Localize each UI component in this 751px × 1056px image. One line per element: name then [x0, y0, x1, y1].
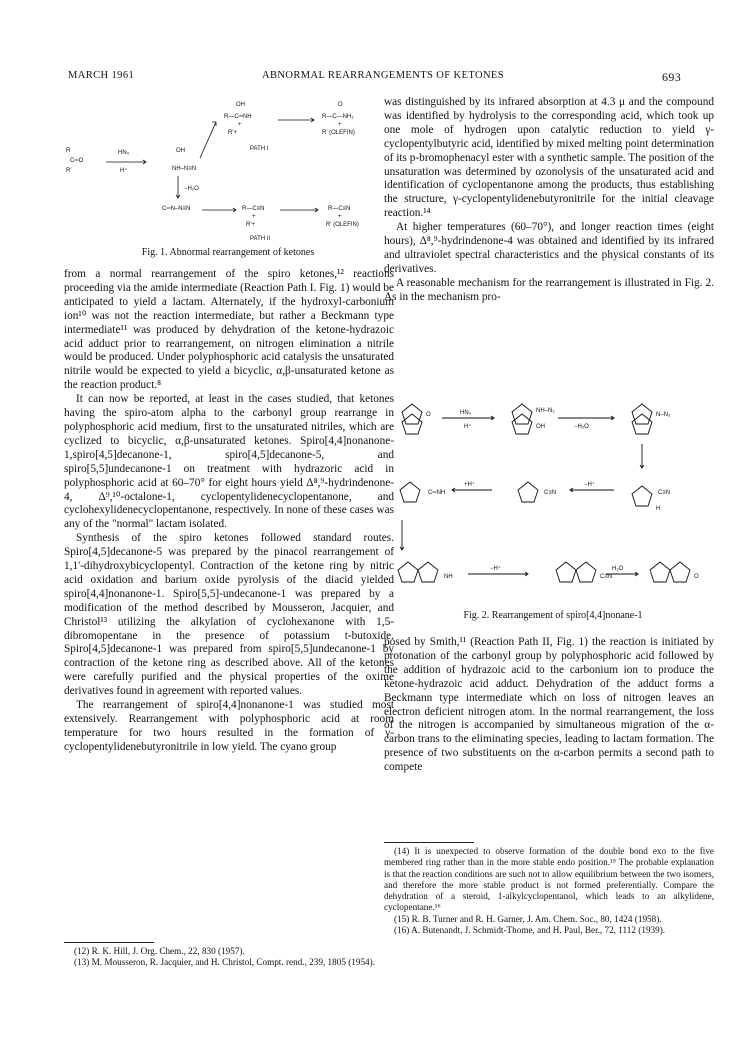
fig2-o2: O [694, 574, 699, 580]
fig2-h2o: H₂O [612, 566, 624, 572]
fig1-nitrile1: R—C≡N [242, 206, 265, 212]
fig1-plus1: + [238, 122, 242, 128]
fig1-beckmann: C═N–N≡N [162, 206, 191, 212]
paragraph: A reasonable mechanism for the rearrangement is illustrated in Fig. 2. As in the mechanism pro- [384, 276, 714, 303]
fig2-oh: OH [536, 424, 545, 430]
fig2-minus-h2: −H⁺ [490, 566, 502, 572]
fig1-amide: R—C—NH₂ [322, 114, 354, 120]
fig1-plus4: + [338, 214, 342, 220]
fig1-plus2: + [338, 122, 342, 128]
left-footnotes [64, 946, 394, 969]
right-column-bottom [384, 636, 714, 775]
paragraph: At higher temperatures (60–70°), and longer reaction times (eight hours), Δ⁸,⁹-hydrindenone-4 was obtained and identified by its infrared and ultraviolet spectral characteristics and the physical constants of its derivatives. [384, 221, 714, 275]
fig2-cn1: C≡N [600, 574, 613, 580]
paragraph: from a normal rearrangement of the spiro ketones,¹² reactions proceeding via the amide intermediate (Reaction Path I. Fig. 1) would be anticipated to yield a lactam. Alternately, if the hydroxyl-carbonium ion¹⁰ was not the reaction intermediate, but rather a Beckmann type intermediate¹¹ was produced by dehydration of the ketone-hydrazoic acid adduct prior to rearrangement, on nitrogen elimination a nitrile would be produced. Under polyphosphoric acid catalysis the unsaturated nitrile would be expected to yield a bicyclic, α,β-unsaturated ketone as the reaction product.⁸ [64, 268, 394, 392]
right-column-top [384, 96, 714, 305]
fig1-r-plus1: R'+ [228, 130, 237, 136]
fig1-adduct-oh: OH [176, 148, 185, 154]
paragraph: It can now be reported, at least in the cases studied, that ketones having the spiro-atom alpha to the carbonyl group rearrange in polyphosphoric acid medium, first to the unsaturated nitriles, which are cyclized to bicyclic, α,β-unsaturated ketones. Spiro[4,4]nonanone-1,spiro[4,5]decanone-1, spiro[4,5]decanone-5, and spiro[5,5]undecanone-1 on treatment with hydrazoric acid in polyphosphoric acid at 60–70° for eight hours yield Δ⁸,⁹-hydrindenone-4, Δ⁹,¹⁰-octalone-1, cyclopentylidenecyclopentanone, and cyclohexylidenecyclopentanone, respectively. In none of these cases was any of the "normal" lactam isolated. [64, 393, 394, 531]
footnote: (12) R. K. Hill, J. Org. Chem., 22, 830 (1957). [74, 946, 245, 956]
fig1-plus3: + [252, 214, 256, 220]
fig2-cn2: C≡N [544, 490, 557, 496]
fig1-r-left: R [66, 148, 71, 154]
fig1-nitrile2: R—C≡N [328, 206, 351, 212]
figure-2-caption: Fig. 2. Rearrangement of spiro[4,4]nonane-1 [463, 610, 643, 621]
fig1-path1: PATH I [250, 146, 269, 152]
fig1-olefin1: R' (OLEFIN) [322, 130, 355, 136]
fig1-ketone: C═O [70, 158, 84, 164]
fig1-hn3: HN₃ [118, 150, 130, 156]
header-title: ABNORMAL REARRANGEMENTS OF KETONES [262, 70, 504, 81]
footnote: (15) R. B. Turner and R. H. Garner, J. Am. Chem. Soc., 80, 1424 (1958). [394, 913, 662, 924]
left-column [64, 268, 394, 755]
footnote-rule [384, 842, 474, 843]
fig1-o-top: O [338, 102, 343, 108]
fig1-path2: PATH II [250, 236, 271, 242]
paragraph: Synthesis of the spiro ketones followed standard routes. Spiro[4,5]decanone-5 was prepared by the pinacol rearrangement of 1,1'-dihydroxybicyclopentyl. Contraction of the ketone ring by nitric acid oxidation and barium oxide pyrolysis of the diacid yielded spiro[4,4]nonanone-1. Spiro[5,5]-undecanone-1 was prepared by a modification of the method described by Mousseron, Jacquier, and Christol¹³ utilizing the alkylation of cyclohexanone with 1,5-dibromopentane in the presence of potassium t-butoxide. Spiro[4,5]decanone-1 was prepared from spiro[5,5]undecanone-1 by contraction of the ketone ring as described above. All of the ketones were carefully purified and the physical properties of the oxime derivatives found in agreement with reported values. [64, 532, 394, 698]
fig2-cnh: C═NH [428, 490, 446, 496]
figure-2 [388, 394, 714, 606]
paragraph: The rearrangement of spiro[4,4]nonanone-1 was studied most extensively. Rearrangement with polyphosphoric acid at room temperature for two hours resulted in the formation of γ-cyclopentylidenebutyronitrile in low yield. The cyano group [64, 699, 394, 753]
fig2-hplus: H⁺ [464, 424, 472, 430]
fig2-nh-a: NH [444, 574, 453, 580]
fig1-adduct-nh: NH–N≡N [172, 166, 197, 172]
fig2-n-n2: N–N₂ [656, 412, 671, 418]
fig2-cn3: C≡N [658, 490, 671, 496]
fig1-olefin2: R' (OLEFIN) [326, 222, 359, 228]
fig1-minus-h2o: −H₂O [184, 186, 199, 192]
footnote: (13) M. Mousseron, R. Jacquier, and H. Christol, Compt. rend., 239, 1805 (1954). [74, 957, 376, 968]
fig2-minus-h2o: −H₂O [574, 424, 589, 430]
fig2-o: O [426, 412, 431, 418]
footnote-rule [64, 942, 154, 943]
fig2-hn3: HN₃ [460, 410, 472, 416]
fig2-plus-h: +H⁺ [464, 482, 476, 488]
footnote: (14) It is unexpected to observe formation of the double bond exo to the five membered ring rather than in the more stable endo position.¹⁵ The probable explanation is that the reaction conditions are such not to allow equilibrium between the two isomers, and therefore the more stable product is not formed preferentially. Compare the dehydration of a steroid, 1-alkylcyclopentanol, which leads to an alkylidene, cyclopentane.¹⁶ [384, 846, 714, 913]
paragraph: posed by Smith,¹¹ (Reaction Path II, Fig. 1) the reaction is initiated by protonation of the carbonyl group by polyphosphoric acid followed by the addition of hydrazoic acid to the carbonium ion to produce the ketone-hydrazoic acid adduct. Dehydration of the adduct forms a Beckmann type intermediate which on loss of nitrogen leaves an electron deficient nitrogen atom. In the normal rearrangement, the loss of the nitrogen is accompanied by simultaneous migration of the α-carbon trans to the eliminating species, leading to lactam formation. The presence of two substituents on the α-carbon permits a second path to compete [384, 636, 714, 774]
right-footnotes [384, 846, 714, 936]
header-date: MARCH 1961 [68, 70, 135, 81]
figure-1-caption: Fig. 1. Abnormal rearrangement of ketones [141, 247, 315, 258]
page-number: 693 [662, 70, 682, 84]
paragraph: was distinguished by its infrared absorption at 4.3 μ and the compound was identified by hydrolysis to the corresponding acid, which took up one mole of hydrogen upon catalytic reduction to yield γ-cyclopentylbutyric acid, identified by mixed melting point determination of its p-bromophenacyl ester with a synthetic sample. The position of the unsaturation was determined by ozonolysis of the unsaturated acid and identification of cyclopentanone among the products, thus establishing the structure, γ-cyclopentylidenebutyronitrile for the initial cleavage reaction.¹⁴ [384, 96, 714, 220]
footnote: (16) A. Butenandt, J. Schmidt-Thome, and H. Paul, Ber., 72, 1112 (1939). [394, 925, 666, 936]
figure-1 [66, 98, 386, 243]
fig1-hplus: H⁺ [120, 168, 128, 174]
fig2-nh-n2: NH–N₂ [536, 408, 555, 414]
fig2-minus-h: −H⁺ [584, 482, 596, 488]
fig1-r-left2: R' [66, 168, 72, 174]
fig1-oh-top: OH [236, 102, 245, 108]
fig2-h: H [656, 506, 661, 512]
fig1-r-plus2: R'+ [246, 222, 255, 228]
fig1-amide-c: R—C═NH [224, 114, 252, 120]
